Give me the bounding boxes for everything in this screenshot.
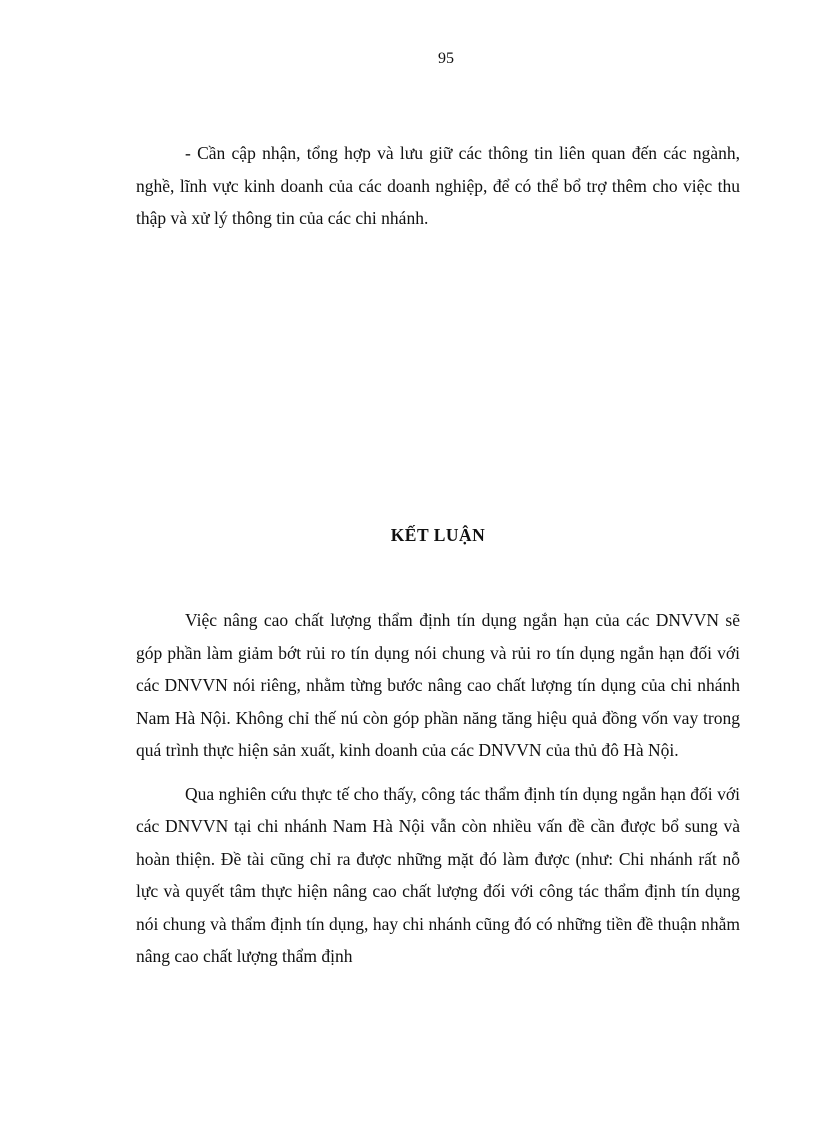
section-heading: KẾT LUẬN (390, 525, 486, 545)
intro-paragraph: - Cần cập nhận, tổng hợp và lưu giữ các thông tin liên quan đến các ngành, nghề, lĩnh vực kinh doanh của các doanh nghiệp, để có thể bổ trợ thêm cho việc thu thập và xử lý thông tin của các chi nhánh. (136, 143, 740, 228)
conclusion-paragraph-2: Qua nghiên cứu thực tế cho thấy, công tác thẩm định tín dụng ngắn hạn đối với các DNVVN tại chi nhánh Nam Hà Nội vẫn còn nhiều vấn đề cần được bổ sung và hoàn thiện. Đề tài cũng chỉ ra được những mặt đó làm được (như: Chi nhánh rất nỗ lực và quyết tâm thực hiện nâng cao chất lượng đối với công tác thẩm định tín dụng nói chung và thẩm định tín dụng, hay chi nhánh cũng đó có những tiền đề thuận nhằm nâng cao chất lượng thẩm định (136, 783, 740, 966)
intro-section (136, 137, 740, 235)
page-number: 95 (438, 50, 454, 67)
conclusion-paragraph-1: Việc nâng cao chất lượng thẩm định tín dụng ngắn hạn của các DNVVN sẽ góp phần làm giảm bớt rủi ro tín dụng nói chung và rủi ro tín dụng ngắn hạn đối với các DNVVN nói riêng, nhằm từng bước nâng cao chất lượng tín dụng của chi nhánh Nam Hà Nội. Không chỉ thế nú còn góp phần năng tăng hiệu quả đồng vốn vay trong quá trình thực hiện sản xuất, kinh doanh của các DNVVN của thủ đô Hà Nội. (136, 610, 740, 760)
conclusion-section (136, 604, 740, 973)
